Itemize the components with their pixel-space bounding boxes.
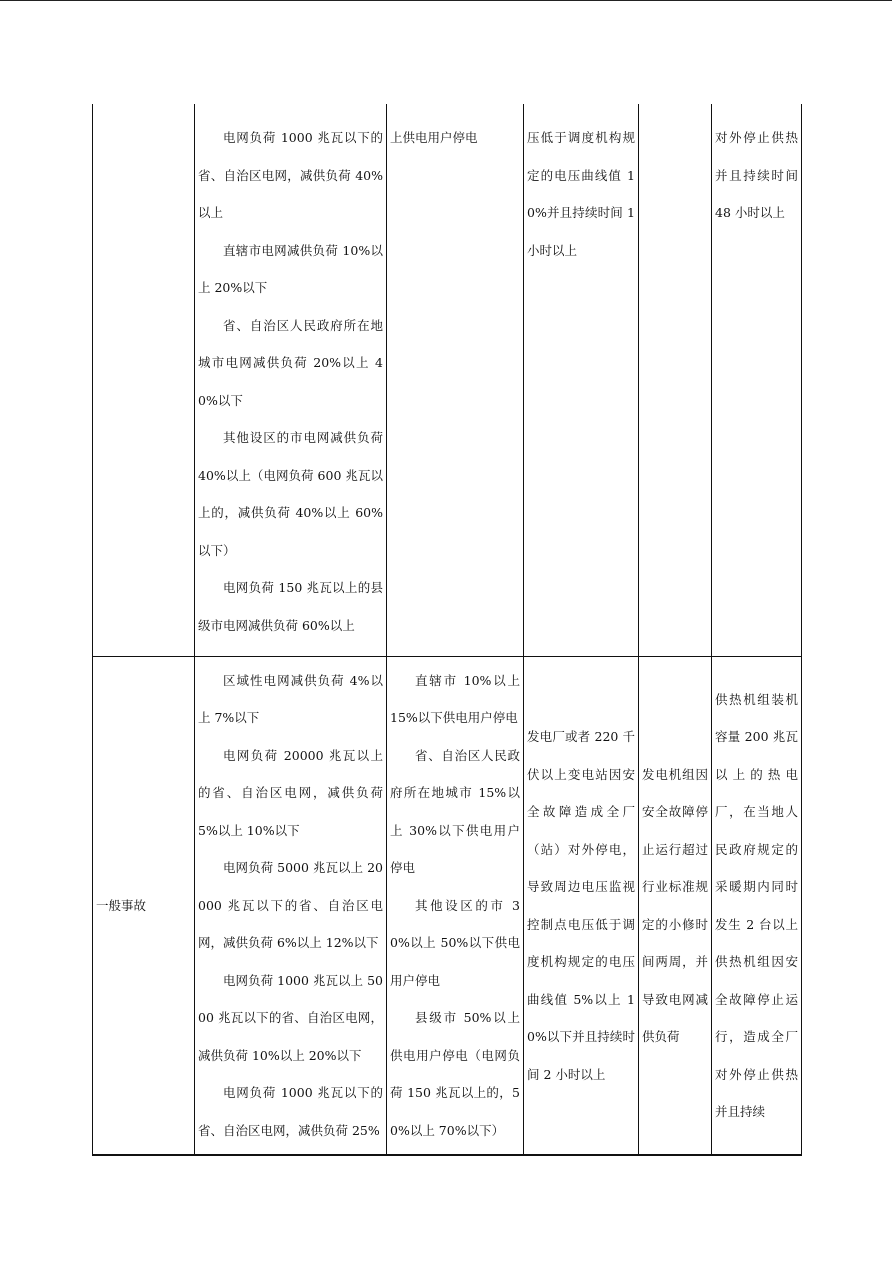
user-outage-item: 其他设区的市 30%以上 50%以下供电用户停电	[390, 897, 520, 988]
grid-load-item: 区域性电网减供负荷 4%以上 7%以下	[198, 672, 383, 726]
accident-classification-table	[92, 104, 802, 1156]
grid-load-item: 电网负荷 1000 兆瓦以下的省、自治区电网，减供负荷 40%以上	[198, 130, 383, 220]
grid-load-item: 电网负荷 5000 兆瓦以上 20000 兆瓦以下的省、自治区电网，减供负荷 6%以上 12%以下	[198, 860, 383, 951]
page-top-rule	[0, 0, 892, 1]
grid-load-item: 其他设区的市电网减供负荷 40%以上（电网负荷 600 兆瓦以上的，减供负荷 40%以上 60%以下）	[198, 430, 383, 558]
generator-cell: 发电机组因安全故障停止运行超过行业标准规定的小修时间两周，并导致电网减供负荷	[639, 657, 712, 1156]
grid-load-item: 直辖市电网减供负荷 10%以上 20%以下	[198, 242, 383, 295]
user-outage-item: 省、自治区人民政府所在地城市 15%以上 30%以下供电用户停电	[390, 747, 520, 876]
category-cell	[93, 104, 195, 657]
grid-load-item: 电网负荷 1000 兆瓦以上 5000 兆瓦以下的省、自治区电网，减供负荷 10%以上 20%以下	[198, 972, 383, 1063]
table-row	[93, 104, 802, 657]
grid-load-item: 电网负荷 150 兆瓦以上的县级市电网减供负荷 60%以上	[198, 580, 383, 633]
user-outage-cell	[387, 657, 524, 1156]
user-outage-item: 县级市 50%以上供电用户停电（电网负荷 150 兆瓦以上的，50%以上 70%以下）	[390, 1010, 520, 1138]
grid-load-item: 省、自治区人民政府所在地城市电网减供负荷 20%以上 40%以下	[198, 317, 383, 408]
generator-cell	[639, 104, 712, 657]
heating-cell: 供热机组装机容量 200 兆瓦以上的热电厂，在当地人民政府规定的采暖期内同时发生 2 台以上供热机组因安全故障停止运行，造成全厂对外停止供热并且持续	[712, 657, 802, 1156]
category-cell: 一般事故	[93, 657, 195, 1156]
user-outage-cell: 上供电用户停电	[387, 104, 524, 657]
heating-cell: 对外停止供热并且持续时间 48 小时以上	[712, 104, 802, 657]
grid-load-reduction-cell	[195, 657, 387, 1156]
user-outage-item: 直辖市 10%以上 15%以下供电用户停电	[390, 672, 520, 726]
grid-load-item: 电网负荷 20000 兆瓦以上的省、自治区电网，减供负荷 5%以上 10%以下	[198, 747, 383, 838]
voltage-cell: 压低于调度机构规定的电压曲线值 10%并且持续时间 1 小时以上	[524, 104, 639, 657]
table-row	[93, 657, 802, 1156]
grid-load-reduction-cell	[195, 104, 387, 657]
voltage-cell: 发电厂或者 220 千伏以上变电站因安全故障造成全厂（站）对外停电，导致周边电压监视控制点电压低于调度机构规定的电压曲线值 5%以上 10%以下并且持续时间 2 小时以上	[524, 657, 639, 1156]
grid-load-item: 电网负荷 1000 兆瓦以下的省、自治区电网，减供负荷 25%	[198, 1085, 383, 1138]
